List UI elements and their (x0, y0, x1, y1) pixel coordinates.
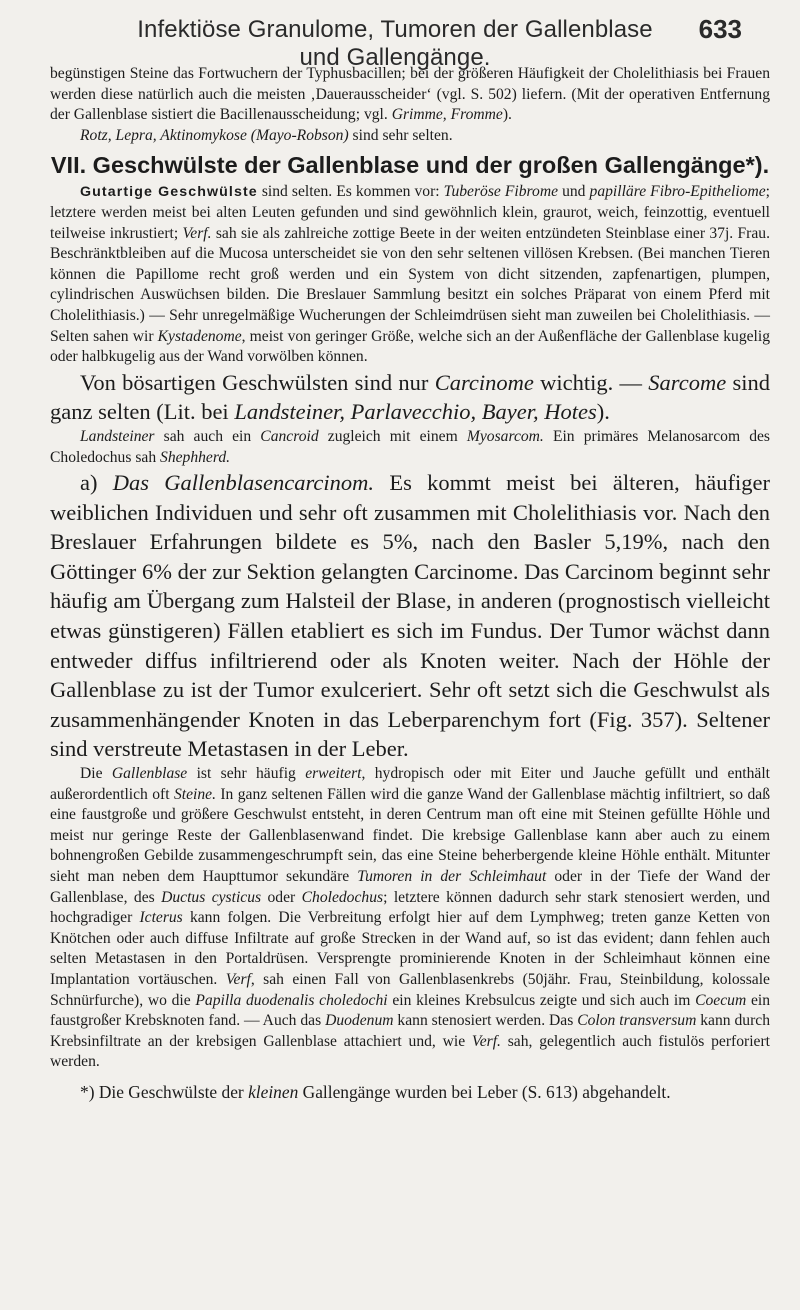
running-title: Infektiöse Granulome, Tumoren der Gallenblase und Gallengänge. (137, 16, 653, 71)
running-header (0, 14, 800, 71)
paragraph-malignant-tumors: Von bösartigen Geschwülsten sind nur Carcinome wichtig. — Sarcome sind ganz selten (Lit. bei Landsteiner, Parlavecchio, Bayer, Hotes). (50, 369, 770, 425)
paragraph-landsteiner: Landsteiner sah auch ein Cancroid zugleich mit einem Myosarcom. Ein primäres Melanosarcom des Choledochus sah Shephherd. (50, 427, 770, 466)
page-body (50, 64, 770, 1103)
paragraph-typhus: begünstigen Steine das Fortwuchern der Typhusbacillen; bei der größeren Häufigkeit der Cholelithiasis bei Frauen werden diese natürlich auch die meisten ‚Dauerausscheider‘ (vgl. S. 502) liefern. (Mit der operativen Entfernung der Gallenblase sistiert die Bacillenausscheidung; vgl. Grimme, Fromme). (50, 65, 770, 124)
paragraph-benign-tumors: Gutartige Geschwülste sind selten. Es kommen vor: Tuberöse Fibrome und papilläre Fibro-Epitheliome; letztere werden meist bei alten Leuten gefunden und sind gewöhnlich klein, graurot, weich, feinzottig, eventuell teilweise inkrustiert; Verf. sah sie als zahlreiche zottige Beete in der weiten entzündeten Steinblase einer 37j. Frau. Beschränktbleiben auf die Mucosa unterscheidet sie von den sehr seltenen villösen Krebsen. (Bei manchen Tieren können die Papillome recht groß werden und ein System von dicht sitzenden, zapfenartigen, plumpen, cylindrischen Auswüchsen bilden. Die Breslauer Sammlung besitzt ein solches Präparat von einem Pferd mit Cholelithiasis.) — Sehr unregelmäßige Wucherungen der Schleimdrüsen sieht man zuweilen bei Cholelithiasis. — Selten sahen wir Kystadenome, meist von geringer Größe, welche sich an der Außenfläche der Gallenblase kugelig oder halbkugelig aus der Wand vorwölben können. (50, 183, 770, 366)
paragraph-gallbladder-carcinoma: a) Das Gallenblasencarcinom. Es kommt meist bei älteren, häufiger weiblichen Individuen und sehr oft zusammen mit Cholelithiasis vor. Nach den Breslauer Erfahrungen bildete es 5%, nach den Basler 5,19%, nach den Göttinger 6% der zur Sektion gelangten Carcinome. Das Carcinom beginnt sehr häufig am Übergang zum Halsteil der Blase, in anderen (prognostisch vielleicht etwas günstigeren) Fällen etabliert es sich im Fundus. Der Tumor wächst dann entweder diffus infiltrierend oder als Knoten weiter. Nach der Höhle der Gallenblase zu ist der Tumor exulceriert. Sehr oft setzt sich die Geschwulst als zusammenhängender Knoten in das Leberparenchym fort (Fig. 357). Seltener sind verstreute Metastasen in der Leber. (50, 470, 771, 762)
page-number: 633 (698, 14, 742, 44)
section-heading: VII. Geschwülste der Gallenblase und der großen Gallengänge*). (50, 152, 770, 179)
paragraph-gallbladder-details: Die Gallenblase ist sehr häufig erweitert, hydropisch oder mit Eiter und Jauche gefüllt und enthält außerordentlich oft Steine. In ganz seltenen Fällen wird die ganze Wand der Gallenblase mächtig infiltriert, so daß eine faustgroße und größere Geschwulst entsteht, in deren Centrum man oft eine mit Steinen gefüllte Höhle und meist nur geringe Reste der Gallenblasenwand findet. Die krebsige Gallenblase kann aber auch zu einem bohnengroßen Gebilde zusammengeschrumpft sein, das eine Steine beherbergende kleine Höhle enthält. Mitunter sieht man neben dem Haupttumor sekundäre Tumoren in der Schleimhaut oder in der Tiefe der Wand der Gallenblase, des Ductus cysticus oder Choledochus; letztere können dadurch sehr stark stenosiert werden, und hochgradiger Icterus kann folgen. Die Verbreitung erfolgt hier auf dem Lymphweg; treten ganze Ketten von Knötchen oder auch diffuse Infiltrate auf große Strecken in der Wand auf, so ist das evident; dann fehlen auch selten Metastasen in den Portaldrüsen. Versprengte prominierende Knoten in der Schleimhaut können eine Implantation vortäuschen. Verf, sah einen Fall von Gallenblasenkrebs (50jähr. Frau, Steinbildung, kolossale Schnürfurche), wo die Papilla duodenalis choledochi ein kleines Krebsulcus zeigte und sich auch im Coecum ein faustgroßer Krebsknoten fand. — Auch das Duodenum kann stenosiert werden. Das Colon transversum kann durch Krebsinfiltrate an der krebsigen Gallenblase attachiert und, wie Verf. sah, gelegentlich auch fistulös perforiert werden. (50, 765, 770, 1071)
footnote: *) Die Geschwülste der kleinen Gallengänge wurden bei Leber (S. 613) abgehandelt. (80, 1081, 671, 1102)
paragraph-rotz: Rotz, Lepra, Aktinomykose (Mayo-Robson) sind sehr selten. (80, 126, 453, 144)
